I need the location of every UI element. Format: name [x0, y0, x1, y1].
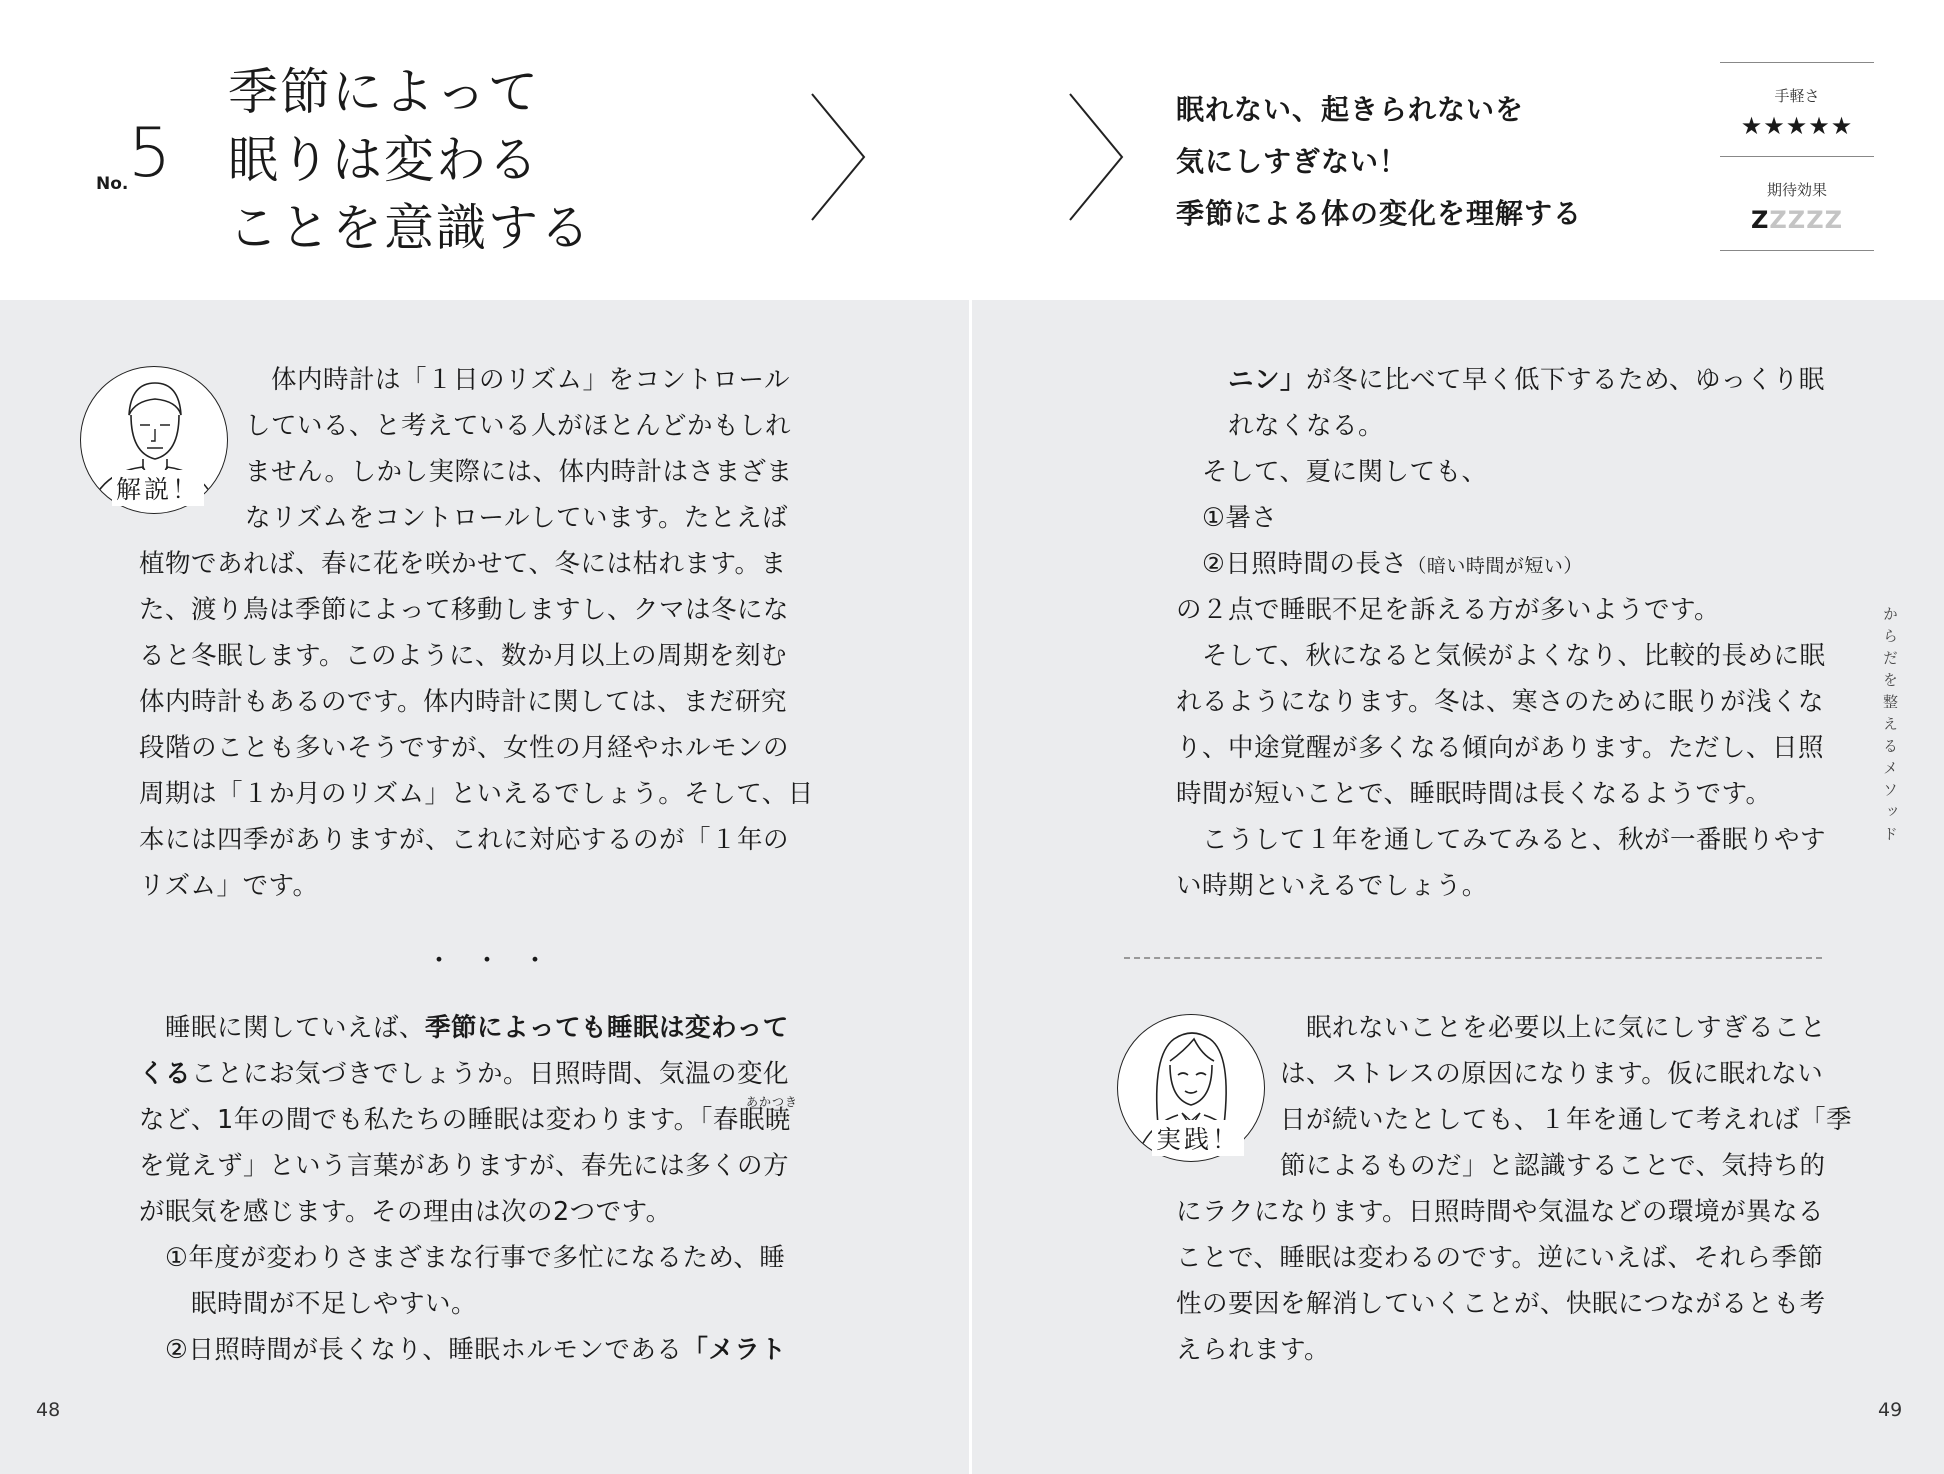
text-line: そして、夏に関しても、 [1176, 457, 1488, 487]
chevron-right-icon [1066, 92, 1126, 222]
text-line: ると冬眠します。このように、数か月以上の周期を刻む [139, 641, 787, 671]
star-rating: ★★★★★ [1740, 112, 1854, 140]
text-line [139, 1327, 791, 1373]
explanation-body [139, 541, 814, 909]
text-line: こうして１年を通してみてみると、秋が一番眠りやす [1176, 825, 1827, 855]
section-dots: ・・・ [426, 946, 571, 976]
text-span: 睡眠に関していえば、 [139, 1013, 426, 1043]
effect-label: 期待効果 [1766, 181, 1827, 199]
text-line: リズム」です。 [139, 871, 319, 901]
text-line [139, 1051, 791, 1097]
section-running-head: からだを整えるメソッド [1881, 606, 1899, 848]
text-line [139, 1005, 791, 1051]
chevron-right-icon [808, 92, 868, 222]
text-line: 日が続いたとしても、１年を通して考えれば「季 [1280, 1105, 1853, 1135]
text-line: そして、秋になると気候がよくなり、比較的長めに眠 [1176, 641, 1826, 671]
text-line: た、渡り鳥は季節によって移動しますし、クマは冬にな [139, 595, 790, 625]
text-line [1176, 541, 1826, 587]
z-empty: ZZZZ [1769, 206, 1843, 234]
text-line: えられます。 [1176, 1335, 1330, 1365]
text-line: ①暑さ [1176, 503, 1278, 533]
text-line: 眠時間が不足しやすい。 [139, 1289, 478, 1319]
ease-label: 手軽さ [1774, 87, 1820, 105]
text-line: 植物であれば、春に花を咲かせて、冬には枯れます。ま [139, 549, 787, 579]
text-span: ②日照時間が長くなり、睡眠ホルモンである [139, 1335, 683, 1365]
text-line: 時間が短いことで、睡眠時間は長くなるようです。 [1176, 779, 1772, 809]
summary-line: 眠れない、起きられないを [1176, 93, 1525, 126]
rating-box [1720, 62, 1874, 251]
title-line: 眠りは変わる [228, 131, 540, 189]
method-number: 5 [128, 114, 172, 193]
text-line: なリズムをコントロールしています。たとえば [245, 503, 788, 533]
text-span: ことにお気づきでしょうか。日照時間、気温の変化 [191, 1059, 790, 1089]
text-line: れるようになります。冬は、寒さのために眠りが浅くな [1176, 687, 1824, 717]
text-line: ません。しかし実際には、体内時計はさまざま [245, 457, 793, 487]
page-number-right: 49 [1878, 1399, 1903, 1421]
effect-rating [1720, 157, 1874, 250]
text-line: 体内時計もあるのです。体内時計に関しては、まだ研究 [139, 687, 787, 717]
practice-badge: 実践！ [1152, 1120, 1244, 1156]
text-span: ②日照時間の長さ [1176, 549, 1408, 579]
ease-rating [1720, 63, 1874, 156]
page-number-left: 48 [36, 1399, 61, 1421]
emphasis-text: 季節によっても睡眠は変わって [425, 1013, 789, 1043]
text-line: 体内時計は「１日のリズム」をコントロール [245, 365, 790, 395]
z-filled: Z [1750, 206, 1770, 234]
furigana: あかつき [746, 1095, 799, 1109]
text-line [1176, 357, 1826, 403]
text-line: 節によるものだ」と認識することで、気持ち的 [1280, 1151, 1826, 1181]
season-paragraph [139, 1005, 791, 1373]
text-line: ことで、睡眠は変わるのです。逆にいえば、それら季節 [1176, 1243, 1824, 1273]
text-line: 性の要因を解消していくことが、快眠につながるとも考 [1176, 1289, 1826, 1319]
explanation-badge: 解説！ [112, 470, 204, 506]
text-line: している、と考えている人がほとんどかもしれ [245, 411, 792, 441]
text-line: 段階のことも多いそうですが、女性の月経やホルモンの [139, 733, 790, 763]
note-text: （暗い時間が短い） [1407, 555, 1583, 577]
divider [1720, 250, 1874, 251]
title-line: 季節によって [228, 63, 540, 121]
dashed-divider [1124, 957, 1822, 959]
continued-paragraph [1176, 357, 1826, 909]
emphasis-text: 「メラト [682, 1335, 787, 1365]
text-line: にラクになります。日照時間や気温などの環境が異なる [1176, 1197, 1824, 1227]
text-line: ①年度が変わりさまざまな行事で多忙になるため、睡 [139, 1243, 786, 1273]
text-line: い時期といえるでしょう。 [1176, 871, 1488, 901]
emphasis-text: ニン」 [1228, 365, 1307, 395]
text-span: が冬に比べて早く低下するため、ゆっくり眠 [1306, 365, 1825, 395]
emphasis-text: くる [139, 1059, 192, 1089]
page-title [228, 58, 592, 262]
explanation-intro [245, 357, 793, 541]
text-line: 眠れないことを必要以上に気にしすぎること [1280, 1013, 1827, 1043]
text-line: 本には四季がありますが、これに対応するのが「１年の [139, 825, 790, 855]
text-line: は、ストレスの原因になります。仮に眠れない [1280, 1059, 1824, 1089]
text-line: 周期は「１か月のリズム」といえるでしょう。そして、日 [139, 779, 814, 809]
title-line: ことを意識する [228, 199, 592, 257]
chapter-header [0, 0, 1944, 300]
practice-body [1176, 1189, 1826, 1373]
summary-line: 季節による体の変化を理解する [1176, 197, 1583, 230]
text-line: を覚えず」という言葉がありますが、春先には多くの方 [139, 1151, 790, 1181]
z-rating [1720, 206, 1874, 234]
summary [1176, 84, 1582, 240]
text-line: が眠気を感じます。その理由は次の2つです。 [139, 1197, 672, 1227]
text-line: など、1年の間でも私たちの睡眠は変わります。「春眠暁 [139, 1105, 791, 1135]
practice-intro [1280, 1005, 1852, 1189]
text-line: り、中途覚醒が多くなる傾向があります。ただし、日照 [1176, 733, 1824, 763]
method-number-label: No. [96, 174, 129, 194]
text-line: れなくなる。 [1228, 411, 1385, 441]
text-line: の２点で睡眠不足を訴える方が多いようです。 [1176, 595, 1720, 625]
summary-line: 気にしすぎない！ [1176, 145, 1409, 178]
